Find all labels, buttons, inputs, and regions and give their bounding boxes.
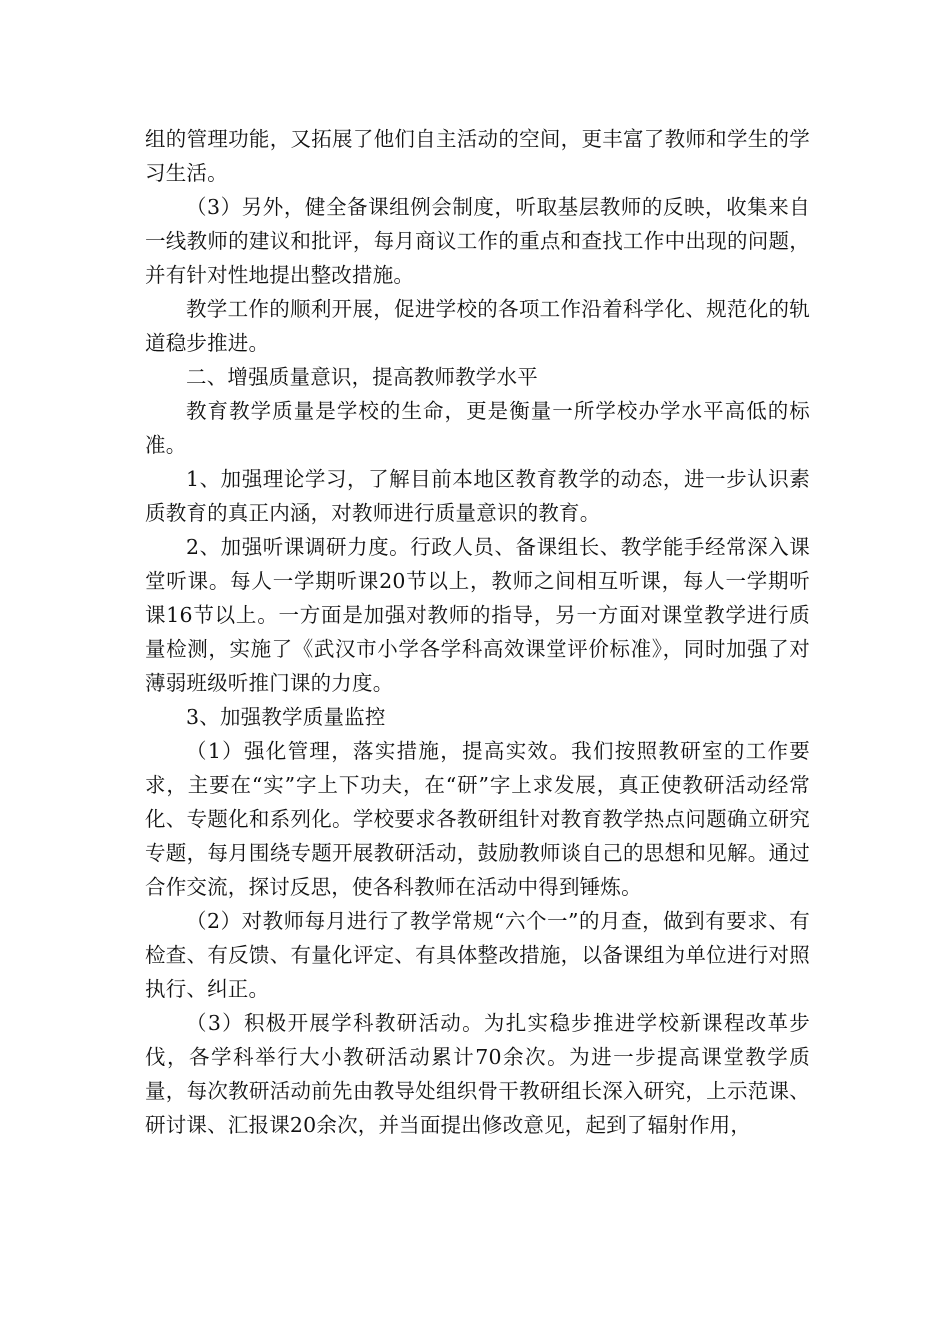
paragraph-3: 教学工作的顺利开展，促进学校的各项工作沿着科学化、规范化的轨道稳步推进。 [145,297,810,355]
document-body [145,122,810,1142]
section-heading: 二、增强质量意识，提高教师教学水平 [186,365,538,389]
subsection-heading: 3、加强教学质量监控 [186,705,386,729]
paragraph-1: 组的管理功能，又拓展了他们自主活动的空间，更丰富了教师和学生的学习生活。 [145,127,810,185]
paragraph-11: （3）积极开展学科教研活动。为扎实稳步推进学校新课程改革步伐，各学科举行大小教研活动累计70余次。为进一步提高课堂教学质量，每次教研活动前先由教导处组织骨干教研组长深入研究，上示范课、研讨课、汇报课20余次，并当面提出修改意见，起到了辐射作用， [145,1011,810,1137]
paragraph-6: 1、加强理论学习，了解目前本地区教育教学的动态，进一步认识素质教育的真正内涵，对教师进行质量意识的教育。 [145,467,810,525]
paragraph-2: （3）另外，健全备课组例会制度，听取基层教师的反映，收集来自一线教师的建议和批评，每月商议工作的重点和查找工作中出现的问题，并有针对性地提出整改措施。 [145,195,810,287]
paragraph-10: （2）对教师每月进行了教学常规“六个一”的月查，做到有要求、有检查、有反馈、有量化评定、有具体整改措施，以备课组为单位进行对照执行、纠正。 [145,909,810,1001]
paragraph-7: 2、加强听课调研力度。行政人员、备课组长、教学能手经常深入课堂听课。每人一学期听课20节以上，教师之间相互听课，每人一学期听课16节以上。一方面是加强对教师的指导，另一方面对课堂教学进行质量检测，实施了《武汉市小学各学科高效课堂评价标准》，同时加强了对薄弱班级听推门课的力度。 [145,535,810,695]
paragraph-5: 教育教学质量是学校的生命，更是衡量一所学校办学水平高低的标准。 [145,399,810,457]
paragraph-9: （1）强化管理，落实措施，提高实效。我们按照教研室的工作要求，主要在“实”字上下功夫，在“研”字上求发展，真正使教研活动经常化、专题化和系列化。学校要求各教研组针对教育教学热点问题确立研究专题，每月围绕专题开展教研活动，鼓励教师谈自己的思想和见解。通过合作交流，探讨反思，使各科教师在活动中得到锤炼。 [145,739,810,899]
